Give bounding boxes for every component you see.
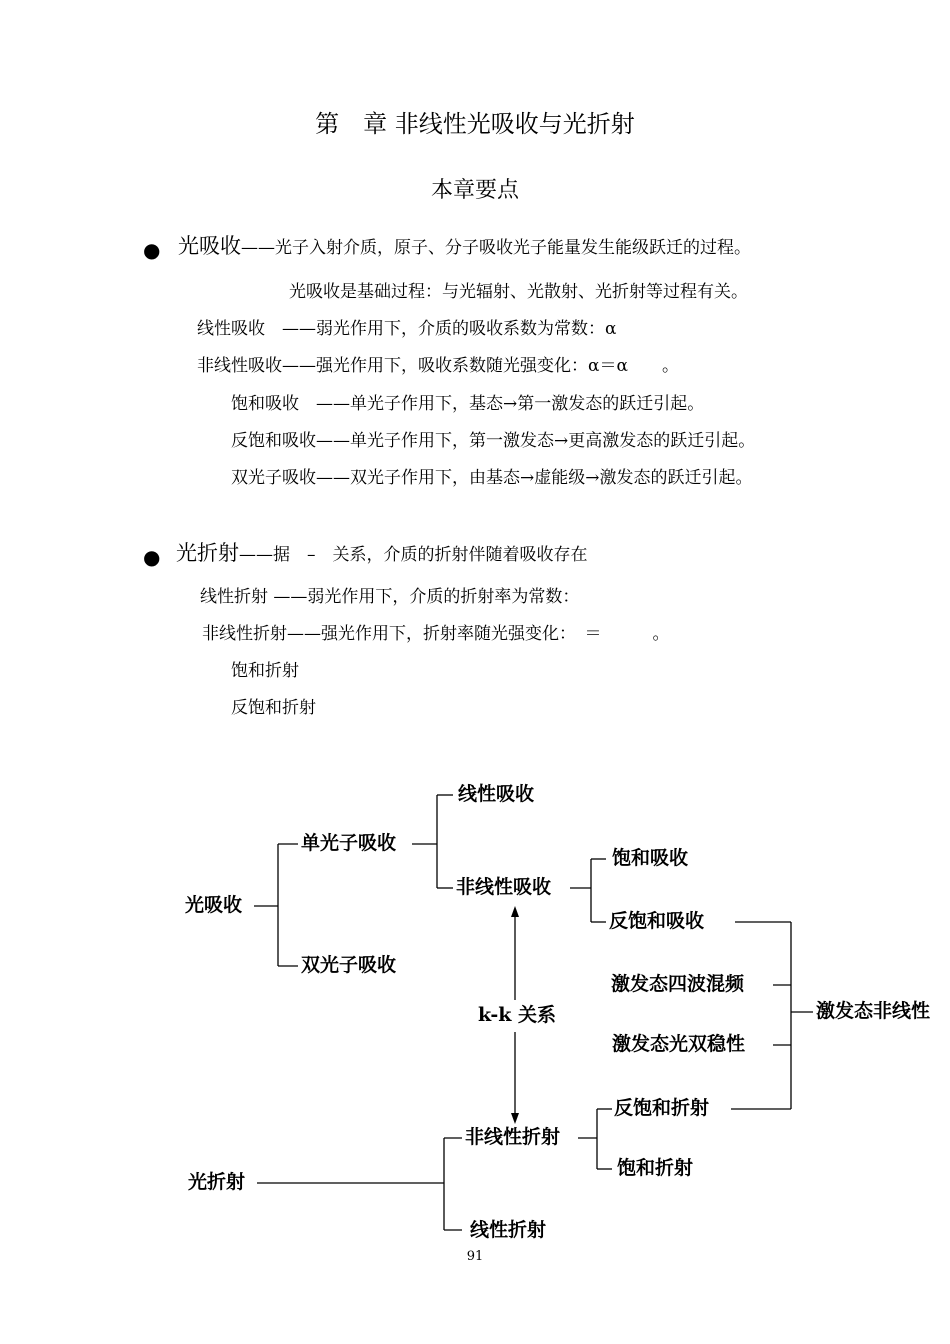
node-absorption: 光吸收: [185, 894, 243, 916]
node-saturable-refraction: 饱和折射: [617, 1157, 694, 1179]
node-saturable-absorption: 饱和吸收: [612, 847, 689, 869]
node-excited-bistability: 激发态光双稳性: [612, 1033, 746, 1055]
node-refraction: 光折射: [188, 1171, 246, 1193]
node-excited-four-wave: 激发态四波混频: [611, 973, 745, 995]
chapter-title: 第 章 非线性光吸收与光折射: [315, 110, 635, 138]
linear-refraction-line: 线性折射 ——弱光作用下，介质的折射率为常数：: [200, 587, 580, 607]
reverse-saturable-refraction-line: 反饱和折射: [231, 698, 316, 718]
node-two-photon: 双光子吸收: [301, 954, 397, 976]
reverse-saturable-absorption-line: 反饱和吸收——单光子作用下，第一激发态→更高激发态的跃迁引起。: [231, 431, 756, 451]
linear-absorption-line: 线性吸收 ——弱光作用下，介质的吸收系数为常数：α: [197, 319, 617, 339]
node-nonlinear-refraction: 非线性折射: [465, 1126, 561, 1148]
node-single-photon: 单光子吸收: [301, 832, 397, 854]
refraction-term: 光折射: [176, 541, 239, 565]
nonlinear-absorption-line: 非线性吸收——强光作用下，吸收系数随光强变化：α＝α 。: [197, 356, 679, 376]
node-excited-nonlinear: 激发态非线性: [816, 1000, 931, 1022]
node-linear-absorption: 线性吸收: [458, 783, 535, 805]
two-photon-absorption-line: 双光子吸收——双光子作用下，由基态→虚能级→激发态的跃迁引起。: [231, 468, 753, 488]
page-number: 91: [466, 1249, 484, 1264]
bullet-refraction: ●: [143, 545, 161, 569]
refraction-definition: ——据 – 关系，介质的折射伴随着吸收存在: [239, 545, 588, 565]
absorption-definition: ——光子入射介质，原子、分子吸收光子能量发生能级跃迁的过程。: [241, 238, 751, 258]
node-linear-refraction: 线性折射: [470, 1219, 547, 1241]
chapter-subtitle: 本章要点: [430, 178, 519, 203]
node-reverse-saturable-refraction: 反饱和折射: [614, 1097, 710, 1119]
saturable-refraction-line: 饱和折射: [231, 661, 299, 681]
bullet-absorption: ●: [143, 238, 161, 262]
absorption-note: 光吸收是基础过程：与光辐射、光散射、光折射等过程有关。: [289, 282, 748, 302]
kk-relation-label: k-k 关系: [478, 1004, 557, 1026]
node-reverse-saturable-absorption: 反饱和吸收: [609, 910, 705, 932]
absorption-term: 光吸收: [178, 234, 241, 258]
saturable-absorption-line: 饱和吸收 ——单光子作用下，基态→第一激发态的跃迁引起。: [231, 394, 705, 414]
nonlinear-refraction-line: 非线性折射——强光作用下，折射率随光强变化： ＝ 。: [202, 624, 670, 644]
node-nonlinear-absorption: 非线性吸收: [456, 876, 552, 898]
